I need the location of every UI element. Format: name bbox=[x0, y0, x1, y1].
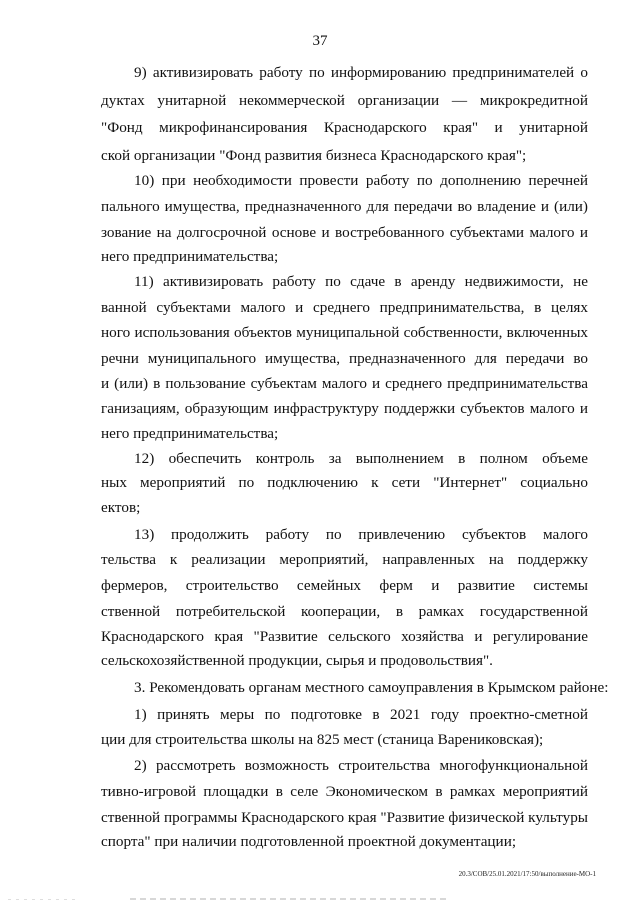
text-line: дуктах унитарной некоммерческой организации — микрокредитной bbox=[101, 92, 588, 109]
text-line: ской организации "Фонд развития бизнеса Краснодарского края"; bbox=[101, 147, 527, 164]
text-line: 10) при необходимости провести работу по дополнению перечней bbox=[134, 172, 588, 189]
text-line: 9) активизировать работу по информированию предпринимателей о bbox=[134, 64, 588, 81]
text-line: него предпринимательства; bbox=[101, 248, 279, 265]
text-line: Краснодарского края "Развитие сельского хозяйства и регулирование bbox=[101, 628, 588, 645]
document-footer-code: 20.3/СОВ/25.01.2021/17:50/выполнение-МО-1 bbox=[458, 870, 596, 878]
text-line: 3. Рекомендовать органам местного самоуправления в Крымском районе: bbox=[134, 679, 609, 696]
text-line: спорта" при наличии подготовленной проектной документации; bbox=[101, 833, 517, 850]
text-line: сельскохозяйственной продукции, сырья и продовольствия". bbox=[101, 652, 493, 669]
text-line: фермеров, строительство семейных ферм и развитие системы bbox=[101, 577, 588, 594]
text-line: ственной программы Краснодарского края "Развитие физической культуры bbox=[101, 809, 588, 826]
text-line: пального имущества, предназначенного для передачи во владение и (или) bbox=[101, 198, 588, 215]
text-line: зование на долгосрочной основе и востребованного субъектами малого и bbox=[101, 224, 588, 241]
text-line: 12) обеспечить контроль за выполнением в полном объеме bbox=[134, 450, 588, 467]
text-line: 11) активизировать работу по сдаче в аренду недвижимости, не bbox=[134, 273, 588, 290]
text-line: ектов; bbox=[101, 499, 141, 516]
text-line: ного использования объектов муниципальной собственности, включенных bbox=[101, 324, 588, 341]
text-line: 2) рассмотреть возможность строительства многофункциональной bbox=[134, 757, 588, 774]
page-number: 37 bbox=[312, 33, 328, 49]
text-line: тивно-игровой площадки в селе Экономическом в рамках мероприятий bbox=[101, 783, 588, 800]
text-line: ных мероприятий по подключению к сети "Интернет" социально bbox=[101, 474, 588, 491]
text-line: "Фонд микрофинансирования Краснодарского края" и унитарной bbox=[101, 119, 588, 136]
scan-artifact bbox=[130, 898, 450, 900]
text-line: и (или) в пользование субъектам малого и среднего предпринимательства bbox=[101, 375, 588, 392]
text-line: ганизациям, образующим инфраструктуру поддержки субъектов малого и bbox=[101, 400, 588, 417]
scan-artifact-left bbox=[8, 899, 78, 900]
text-line: ции для строительства школы на 825 мест (станица Варениковская); bbox=[101, 731, 544, 748]
text-line: 1) принять меры по подготовке в 2021 году проектно-сметной bbox=[134, 706, 588, 723]
text-line: речни муниципального имущества, предназначенного для передачи во bbox=[101, 350, 588, 367]
text-line: 13) продолжить работу по привлечению субъектов малого bbox=[134, 526, 588, 543]
text-line: ственной потребительской кооперации, в рамках государственной bbox=[101, 603, 588, 620]
text-line: него предпринимательства; bbox=[101, 425, 279, 442]
text-line: ванной субъектами малого и среднего предпринимательства, в целях bbox=[101, 299, 588, 316]
text-line: тельства к реализации мероприятий, направленных на поддержку bbox=[101, 551, 588, 568]
